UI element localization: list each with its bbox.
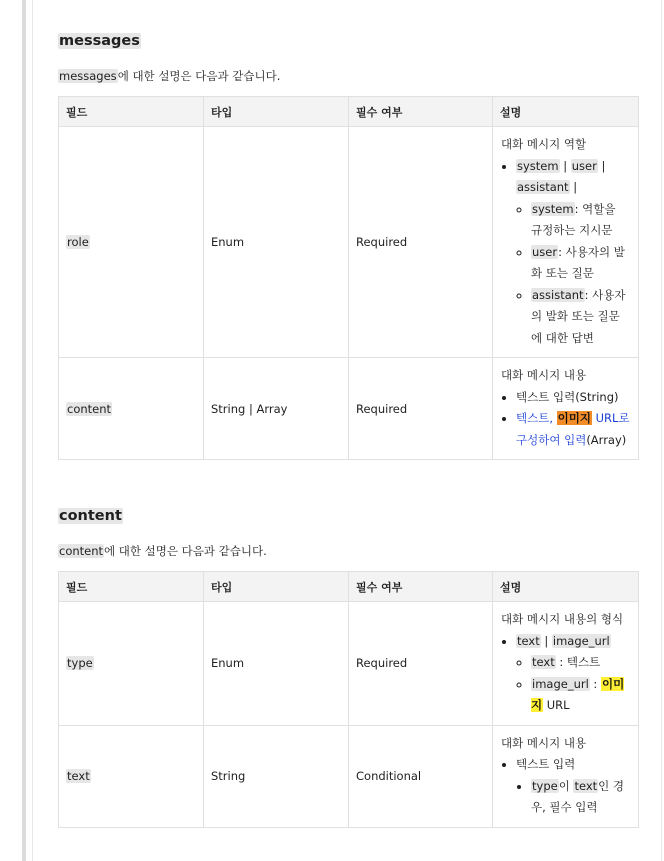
table-header-row [59, 572, 639, 602]
link-compose-input[interactable]: URL로 구성하여 입력 [516, 411, 630, 447]
field-role: role [67, 235, 89, 249]
code-system: system [532, 201, 574, 216]
header-description: 설명 [493, 572, 639, 602]
description-cell [493, 725, 639, 827]
content-heading-code: content [59, 508, 122, 524]
messages-heading [58, 32, 638, 50]
field-cell [59, 358, 204, 460]
header-type: 타입 [204, 572, 349, 602]
description-title: 대화 메시지 내용의 형식 [501, 612, 624, 626]
description-cell [493, 602, 639, 726]
code-user: user [571, 158, 597, 173]
sub-list [516, 652, 630, 717]
table-row [59, 127, 639, 358]
code-image-url: image_url [532, 676, 589, 691]
pipe-separator: | [559, 158, 571, 173]
description-title: 대화 메시지 내용 [501, 368, 587, 382]
user-description: : 사용자의 발화 또는 질문 [531, 244, 625, 280]
code-system: system [517, 158, 559, 173]
field-type: type [67, 656, 93, 671]
colon-separator: : [589, 676, 601, 691]
required-cell: Required [349, 358, 493, 460]
field-cell [59, 127, 204, 358]
pipe-separator: | [597, 158, 606, 173]
code-user: user [532, 244, 558, 259]
content-intro-text: 에 대한 설명은 다음과 같습니다. [104, 544, 267, 558]
sub-list [516, 199, 630, 350]
type-cell: Enum [204, 602, 349, 726]
description-list [501, 754, 630, 819]
highlight-image: 이미지 [557, 411, 591, 425]
pipe-separator: | [540, 633, 552, 648]
header-field: 필드 [59, 572, 204, 602]
messages-intro-text: 에 대한 설명은 다음과 같습니다. [117, 69, 281, 83]
type-cell: String | Array [204, 358, 349, 460]
code-text: text [574, 778, 598, 793]
content-table [58, 571, 639, 828]
messages-section [58, 32, 638, 460]
messages-intro-code: messages [59, 69, 117, 83]
header-type: 타입 [204, 97, 349, 127]
header-description: 설명 [493, 97, 639, 127]
description-list [501, 631, 630, 717]
text-mid: 이 [558, 778, 574, 793]
header-required: 필수 여부 [349, 572, 493, 602]
description-list [501, 387, 630, 452]
description-title: 대화 메시지 내용 [501, 735, 587, 750]
field-cell [59, 725, 204, 827]
list-item [531, 285, 630, 350]
messages-intro [58, 68, 638, 84]
field-content: content [67, 401, 112, 416]
header-required: 필수 여부 [349, 97, 493, 127]
list-item [516, 408, 630, 451]
code-assistant: assistant [517, 180, 569, 194]
description-cell [493, 127, 639, 358]
table-header-row [59, 97, 639, 127]
pipe-separator: | [569, 180, 578, 194]
code-image-url: image_url [552, 633, 610, 648]
text-description: : 텍스트 [555, 655, 601, 669]
content-intro-code: content [59, 544, 104, 558]
header-field: 필드 [59, 97, 204, 127]
code-text: text [532, 655, 555, 669]
description-cell [493, 358, 639, 460]
content-heading [58, 507, 638, 525]
list-item [531, 776, 630, 819]
field-text: text [67, 769, 90, 783]
array-suffix: (Array) [586, 432, 627, 447]
list-item [516, 156, 630, 350]
condition-text: 인 경우, 필수 입력 [531, 778, 625, 814]
table-row [59, 358, 639, 460]
content-left-border [32, 0, 33, 861]
type-cell: String [204, 725, 349, 827]
list-item [531, 199, 630, 242]
table-row [59, 725, 639, 827]
text-input-label: 텍스트 입력 [516, 757, 576, 771]
description-list [501, 156, 630, 350]
list-item [531, 674, 630, 717]
list-item [516, 631, 630, 717]
description-title: 대화 메시지 역할 [501, 137, 587, 151]
highlight-image: 이미지 [531, 676, 625, 712]
content-section [58, 507, 638, 828]
assistant-description: : 사용자의 발화 또는 질문에 대한 답변 [531, 287, 626, 345]
required-cell: Conditional [349, 725, 493, 827]
list-item [531, 242, 630, 285]
code-text: text [517, 633, 540, 648]
list-item [516, 754, 630, 819]
link-text-image-url[interactable]: 텍스트, [516, 411, 557, 425]
code-type: type [532, 778, 558, 793]
list-item: • 텍스트 입력(String) [516, 387, 630, 409]
required-cell: Required [349, 602, 493, 726]
content-right-border [661, 0, 662, 861]
system-description: : 역할을 규정하는 지시문 [531, 201, 616, 237]
table-row [59, 602, 639, 726]
required-cell: Required [349, 127, 493, 358]
left-gutter-bar [22, 0, 26, 861]
list-item [531, 652, 630, 674]
url-suffix: URL [543, 698, 570, 712]
sub-list [516, 776, 630, 819]
field-cell [59, 602, 204, 726]
type-cell: Enum [204, 127, 349, 358]
messages-heading-code: messages [59, 33, 140, 49]
messages-table [58, 96, 639, 460]
content-intro [58, 543, 638, 559]
code-assistant: assistant [532, 287, 584, 302]
